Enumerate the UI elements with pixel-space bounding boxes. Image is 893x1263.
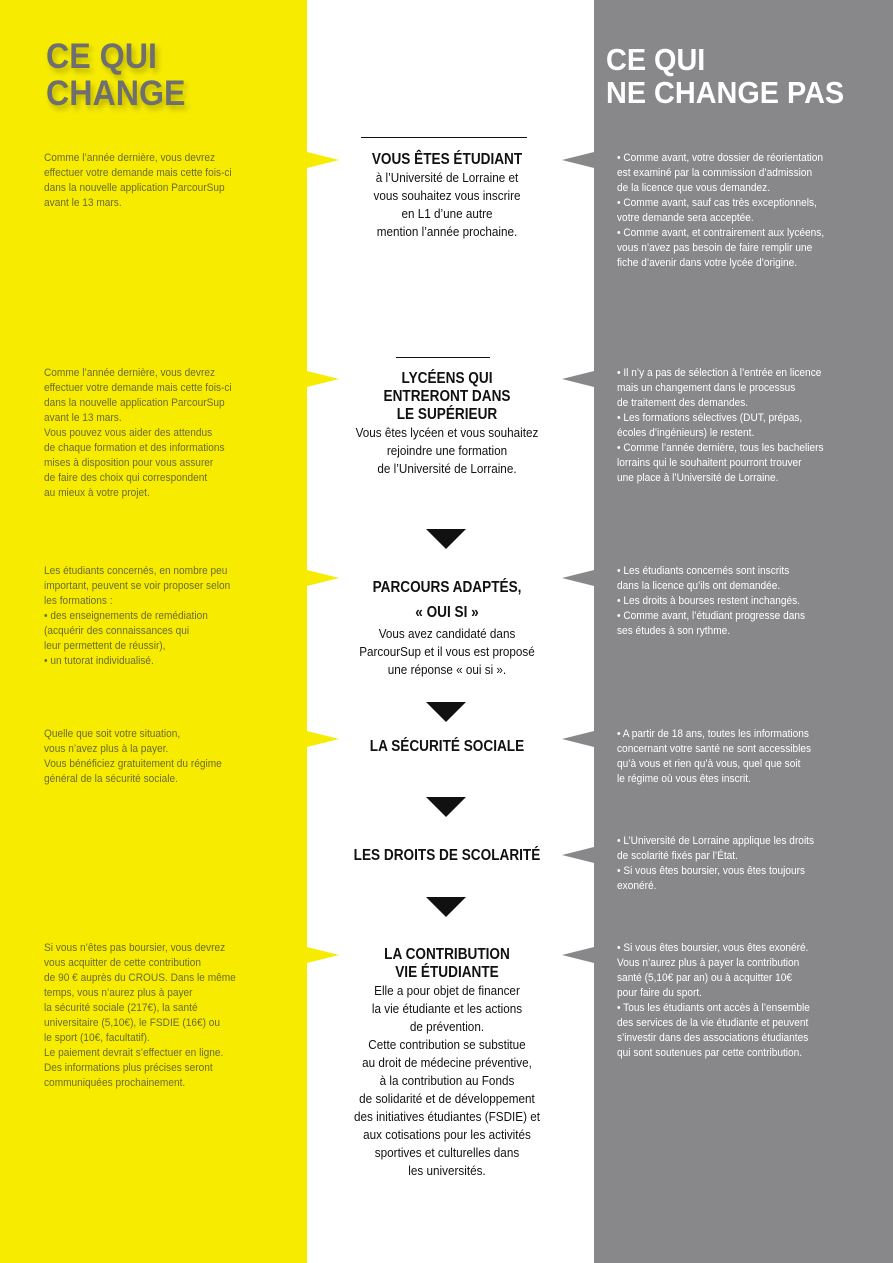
text-line: en L1 d’une autre [401, 206, 493, 221]
row-1-heading-block [322, 370, 572, 478]
down-arrow-icon [426, 897, 466, 917]
text-line: général de la sécurité sociale. [44, 773, 178, 785]
text-line: leur permettent de réussir), [44, 640, 166, 652]
text-line: avant le 13 mars. [44, 412, 122, 424]
text-line: LE SUPÉRIEUR [396, 406, 498, 423]
text-line: aux cotisations pour les activités [363, 1127, 531, 1142]
text-line: • Comme avant, votre dossier de réorientation [617, 152, 824, 164]
text-line: Elle a pour objet de financer [374, 983, 520, 998]
row-0-description [335, 169, 560, 241]
text-line: Comme l’année dernière, vous devrez [44, 367, 216, 379]
text-line: • Comme avant, et contrairement aux lycéens, [617, 227, 825, 239]
text-line: • des enseignements de remédiation [44, 610, 208, 622]
text-line: (acquérir des connaissances qui [44, 625, 190, 637]
text-line: Cette contribution se substitue [368, 1037, 526, 1052]
text-line: de chaque formation et des informations [44, 442, 225, 454]
text-line: la sécurité sociale (217€), la santé [44, 1002, 198, 1014]
row-5-heading [341, 946, 554, 982]
row-5-unchanged-text [617, 941, 856, 1061]
row-2-unchanged-text [617, 564, 856, 639]
text-line: sportives et culturelles dans [374, 1145, 520, 1160]
text-line: Quelle que soit votre situation, [44, 728, 181, 740]
text-line: qui sont soutenues par cette contribution. [617, 1047, 803, 1059]
section-rule [396, 357, 490, 358]
text-line: Vous êtes lycéen et vous souhaitez [355, 425, 539, 440]
row-4-heading [341, 847, 554, 865]
text-line: de l’Université de Lorraine. [377, 461, 517, 476]
text-line: Vous avez candidaté dans [378, 626, 516, 641]
row-4-unchanged-text [617, 834, 856, 894]
text-line: NE CHANGE PAS [606, 75, 845, 110]
text-line: • A partir de 18 ans, toutes les informations [617, 728, 810, 740]
text-line: lorrains qui le souhaitent pourront trouver [617, 457, 802, 469]
text-line: Comme l’année dernière, vous devrez [44, 152, 216, 164]
text-line: fiche d’avenir dans votre lycée d’origine. [617, 257, 798, 269]
text-line: • Il n’y a pas de sélection à l’entrée en licence [617, 367, 822, 379]
text-line: LA CONTRIBUTION [384, 946, 510, 963]
text-line: qu’à vous et rien qu’à vous, quel que soit [617, 758, 801, 770]
text-line: pour faire du sport. [617, 987, 702, 999]
text-line: LA SÉCURITÉ SOCIALE [369, 738, 525, 755]
text-line: de 90 € auprès du CROUS. Dans le même [44, 972, 236, 984]
text-line: Vous bénéficiez gratuitement du régime [44, 758, 222, 770]
text-line: la vie étudiante et les actions [371, 1001, 523, 1016]
text-line: mises à disposition pour vous assurer [44, 457, 214, 469]
text-line: vous n’avez plus à la payer. [44, 743, 169, 755]
row-1-unchanged-text [617, 366, 856, 486]
text-line: • Comme avant, sauf cas très exceptionnels, [617, 197, 817, 209]
row-1-description [335, 424, 560, 478]
text-line: CHANGE [46, 74, 186, 113]
text-line: santé (5,10€ par an) ou à acquitter 10€ [617, 972, 792, 984]
text-line: LES DROITS DE SCOLARITÉ [353, 847, 541, 864]
arrow-left-gray [562, 152, 594, 168]
text-line: CE QUI [46, 37, 157, 76]
text-line: au droit de médecine préventive, [362, 1055, 532, 1070]
text-line: écoles d’ingénieurs) le restent. [617, 427, 755, 439]
text-line: dans la licence qu’ils ont demandée. [617, 580, 781, 592]
row-4-heading-block [322, 847, 572, 865]
text-line: s’investir dans des associations étudiantes [617, 1032, 809, 1044]
text-line: • Les droits à bourses restent inchangés. [617, 595, 801, 607]
arrow-left-gray [562, 371, 594, 387]
row-0-change-text [44, 151, 265, 211]
text-line: le sport (10€, facultatif). [44, 1032, 150, 1044]
text-line: des services de la vie étudiante et peuvent [617, 1017, 809, 1029]
text-line: vous acquitter de cette contribution [44, 957, 201, 969]
section-rule [361, 137, 527, 138]
text-line: • Tous les étudiants ont accès à l’ensemble [617, 1002, 810, 1014]
text-line: de prévention. [409, 1019, 485, 1034]
text-line: • Si vous êtes boursier, vous êtes exonéré. [617, 942, 809, 954]
text-line: • Les formations sélectives (DUT, prépas, [617, 412, 803, 424]
text-line: • Comme l’année dernière, tous les bacheliers [617, 442, 824, 454]
row-2-heading [341, 575, 554, 625]
text-line: Vous pouvez vous aider des attendus [44, 427, 213, 439]
text-line: communiquées prochainement. [44, 1077, 186, 1089]
text-line: une réponse « oui si ». [387, 662, 507, 677]
down-arrow-icon [426, 702, 466, 722]
title-ce-qui-change [46, 38, 186, 112]
title-ce-qui-ne-change-pas [606, 43, 844, 109]
text-line: est examiné par la commission d’admission [617, 167, 813, 179]
text-line: exonéré. [617, 880, 657, 892]
text-line: « OUI SI » [415, 604, 479, 621]
text-line: de scolarité fixés par l’État. [617, 850, 738, 862]
text-line: rejoindre une formation [386, 443, 508, 458]
text-line: de la licence que vous demandez. [617, 182, 771, 194]
text-line: CE QUI [606, 42, 706, 77]
row-2-change-text [44, 564, 265, 669]
text-line: VIE ÉTUDIANTE [395, 964, 499, 981]
text-line: au mieux à votre projet. [44, 487, 150, 499]
text-line: effectuer votre demande mais cette fois-ci [44, 167, 232, 179]
text-line: le régime où vous êtes inscrit. [617, 773, 751, 785]
text-line: dans la nouvelle application ParcourSup [44, 182, 225, 194]
text-line: Si vous n’êtes pas boursier, vous devrez [44, 942, 226, 954]
text-line: universitaire (5,10€), le FSDIE (16€) ou [44, 1017, 221, 1029]
text-line: ses études à son rythme. [617, 625, 731, 637]
row-5-change-text [44, 941, 265, 1091]
text-line: • Comme avant, l’étudiant progresse dans [617, 610, 806, 622]
text-line: dans la nouvelle application ParcourSup [44, 397, 225, 409]
text-line: mais un changement dans le processus [617, 382, 796, 394]
text-line: vous n’avez pas besoin de faire remplir une [617, 242, 813, 254]
text-line: de solidarité et de développement [359, 1091, 535, 1106]
text-line: Des informations plus précises seront [44, 1062, 213, 1074]
row-0-heading-block [322, 151, 572, 241]
text-line: ENTRERONT DANS [383, 388, 511, 405]
row-0-unchanged-text [617, 151, 856, 271]
text-line: à la contribution au Fonds [379, 1073, 515, 1088]
down-arrow-icon [426, 529, 466, 549]
row-5-description [335, 982, 560, 1180]
text-line: mention l’année prochaine. [376, 224, 518, 239]
text-line: temps, vous n’aurez plus à payer [44, 987, 193, 999]
text-line: votre demande sera acceptée. [617, 212, 754, 224]
row-2-description [335, 625, 560, 679]
text-line: Vous n’aurez plus à payer la contribution [617, 957, 800, 969]
text-line: une place à l’Université de Lorraine. [617, 472, 779, 484]
row-0-heading [341, 151, 554, 169]
text-line: • L’Université de Lorraine applique les droits [617, 835, 815, 847]
text-line: les universités. [408, 1163, 486, 1178]
text-line: des initiatives étudiantes (FSDIE) et [354, 1109, 540, 1124]
text-line: avant le 13 mars. [44, 197, 122, 209]
text-line: LYCÉENS QUI [401, 370, 493, 387]
text-line: • un tutorat individualisé. [44, 655, 154, 667]
text-line: VOUS ÊTES ÉTUDIANT [371, 151, 523, 168]
row-3-change-text [44, 727, 265, 787]
arrow-left-gray [562, 847, 594, 863]
arrow-left-gray [562, 570, 594, 586]
text-line: Le paiement devrait s’effectuer en ligne. [44, 1047, 224, 1059]
row-2-heading-block [322, 575, 572, 679]
row-1-change-text [44, 366, 265, 501]
row-3-heading-block [322, 738, 572, 756]
row-5-heading-block [322, 946, 572, 1180]
arrow-left-gray [562, 731, 594, 747]
text-line: les formations : [44, 595, 113, 607]
text-line: • Les étudiants concernés sont inscrits [617, 565, 790, 577]
text-line: important, peuvent se voir proposer selon [44, 580, 231, 592]
text-line: de traitement des demandes. [617, 397, 749, 409]
text-line: effectuer votre demande mais cette fois-ci [44, 382, 232, 394]
text-line: PARCOURS ADAPTÉS, [372, 579, 522, 596]
text-line: à l’Université de Lorraine et [375, 170, 519, 185]
down-arrow-icon [426, 797, 466, 817]
text-line: • Si vous êtes boursier, vous êtes toujours [617, 865, 806, 877]
row-1-heading [341, 370, 554, 424]
arrow-left-gray [562, 947, 594, 963]
text-line: vous souhaitez vous inscrire [373, 188, 521, 203]
text-line: Les étudiants concernés, en nombre peu [44, 565, 228, 577]
text-line: ParcourSup et il vous est proposé [359, 644, 535, 659]
row-3-unchanged-text [617, 727, 856, 787]
row-3-heading [341, 738, 554, 756]
text-line: concernant votre santé ne sont accessibles [617, 743, 812, 755]
text-line: de faire des choix qui correspondent [44, 472, 208, 484]
